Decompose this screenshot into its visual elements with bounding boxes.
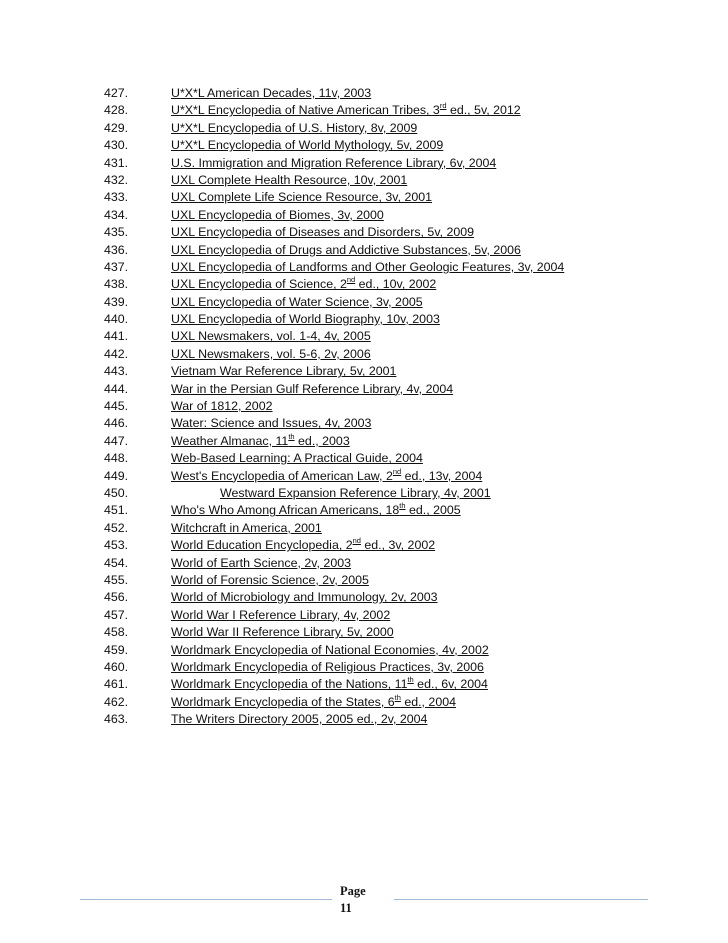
item-number: 430. [104,138,129,153]
item-number: 429. [104,120,129,135]
title-text: UXL Encyclopedia of Diseases and Disorders, 5v, 2009 [171,225,475,240]
list-item [104,485,704,502]
title-text: Westward Expansion Reference Library, 4v, 2001 [220,485,491,500]
title-text: ed., 5v, 2012 [446,103,521,118]
item-title-link[interactable] [171,155,496,172]
item-title-link[interactable] [171,398,272,415]
ordinal-suffix: nd [346,275,356,285]
item-number: 441. [104,329,129,344]
item-number: 440. [104,312,129,327]
title-text: West's Encyclopedia of American Law, 2 [171,468,393,483]
title-text: ed., 13v, 2004 [401,468,483,483]
item-number: 447. [104,433,129,448]
item-title-link[interactable] [171,224,474,241]
title-text: UXL Encyclopedia of Water Science, 3v, 2005 [171,294,423,309]
item-number: 461. [104,677,129,692]
title-text: Weather Almanac, 11 [171,433,289,448]
list-item [104,85,704,102]
title-text: U*X*L Encyclopedia of Native American Tribes, 3 [171,103,440,118]
title-text: Water: Science and Issues, 4v, 2003 [171,416,372,431]
list-item [104,607,704,624]
item-title-link[interactable] [171,502,461,519]
title-text: UXL Encyclopedia of Science, 2 [171,277,347,292]
item-title-link[interactable] [171,276,436,293]
item-number: 448. [104,451,129,466]
list-item [104,172,704,189]
item-number: 450. [104,485,129,500]
item-title-link[interactable] [171,450,423,467]
list-item [104,328,704,345]
ordinal-suffix: th [399,501,406,511]
item-title-link[interactable] [171,537,435,554]
list-item [104,207,704,224]
item-number: 434. [104,207,129,222]
list-item [104,433,704,450]
title-text: U.S. Immigration and Migration Reference Library, 6v, 2004 [171,155,497,170]
item-title-link[interactable] [171,102,521,119]
ordinal-suffix: th [407,675,414,685]
item-number: 455. [104,572,129,587]
title-text: World of Forensic Science, 2v, 2005 [171,572,369,587]
title-text: UXL Encyclopedia of Drugs and Addictive Substances, 5v, 2006 [171,242,521,257]
item-number: 458. [104,625,129,640]
title-text: The Writers Directory 2005, 2005 ed., 2v, 2004 [171,712,428,727]
list-item [104,259,704,276]
title-text: ed., 10v, 2002 [355,277,437,292]
title-text: World of Microbiology and Immunology, 2v, 2003 [171,590,438,605]
item-number: 427. [104,86,129,100]
item-number: 428. [104,103,129,118]
ordinal-suffix: th [288,431,295,441]
list-item [104,642,704,659]
title-text: U*X*L Encyclopedia of U.S. History, 8v, 2009 [171,120,418,135]
item-number: 449. [104,468,129,483]
list-item [104,537,704,554]
item-title-link[interactable] [171,172,407,189]
list-item [104,450,704,467]
item-number: 437. [104,259,129,274]
page-number-label [340,883,390,917]
title-text: Worldmark Encyclopedia of National Economies, 4v, 2002 [171,642,489,657]
list-item [104,242,704,259]
item-number: 451. [104,503,129,518]
list-item [104,381,704,398]
list-item [104,589,704,606]
list-item [104,294,704,311]
list-item [104,189,704,206]
page-number: 11 [340,901,352,915]
list-item [104,624,704,641]
list-item [104,155,704,172]
list-item [104,311,704,328]
footer-rule-left [80,899,332,900]
item-title-link[interactable] [171,381,453,398]
list-item [104,659,704,676]
item-number: 438. [104,277,129,292]
item-number: 431. [104,155,129,170]
list-item [104,102,704,119]
ordinal-suffix: nd [392,466,402,476]
list-item [104,224,704,241]
item-number: 463. [104,712,129,727]
title-text: World War I Reference Library, 4v, 2002 [171,607,391,622]
item-title-link[interactable] [171,589,438,606]
item-title-link[interactable] [171,555,351,572]
title-text: Vietnam War Reference Library, 5v, 2001 [171,364,397,379]
title-text: ed., 2004 [400,694,456,709]
item-title-link[interactable] [171,642,489,659]
item-number: 459. [104,642,129,657]
item-title-link[interactable] [220,485,491,502]
list-item [104,468,704,485]
list-item [104,555,704,572]
list-item [104,346,704,363]
title-text: Web-Based Learning: A Practical Guide, 2004 [171,451,423,466]
title-text: Witchcraft in America, 2001 [171,520,322,535]
item-title-link[interactable] [171,207,384,224]
item-title-link[interactable] [171,520,322,537]
title-text: World War II Reference Library, 5v, 2000 [171,625,394,640]
item-number: 462. [104,694,129,709]
item-title-link[interactable] [171,85,371,102]
footer-rule-right [394,899,648,900]
item-title-link[interactable] [171,346,371,363]
title-text: UXL Complete Health Resource, 10v, 2001 [171,172,408,187]
title-text: Who's Who Among African Americans, 18 [171,503,400,518]
item-title-link[interactable] [171,415,371,432]
title-text: UXL Encyclopedia of Biomes, 3v, 2000 [171,207,384,222]
item-title-link[interactable] [171,328,371,345]
item-title-link[interactable] [171,624,394,641]
item-number: 454. [104,555,129,570]
title-text: ed., 2005 [405,503,461,518]
item-title-link[interactable] [171,711,427,728]
list-item [104,415,704,432]
title-text: Worldmark Encyclopedia of the States, 6 [171,694,395,709]
item-title-link[interactable] [171,137,443,154]
title-text: Worldmark Encyclopedia of Religious Practices, 3v, 2006 [171,659,484,674]
item-number: 439. [104,294,129,309]
item-number: 433. [104,190,129,205]
item-title-link[interactable] [171,242,521,259]
item-number: 445. [104,399,129,414]
item-title-link[interactable] [171,468,482,485]
item-number: 432. [104,172,129,187]
item-number: 442. [104,346,129,361]
item-number: 443. [104,364,129,379]
title-text: World of Earth Science, 2v, 2003 [171,555,351,570]
item-number: 446. [104,416,129,431]
item-title-link[interactable] [171,363,396,380]
title-text: U*X*L Encyclopedia of World Mythology, 5v, 2009 [171,138,444,153]
item-number: 435. [104,225,129,240]
item-number: 452. [104,520,129,535]
list-item [104,694,704,711]
title-text: UXL Encyclopedia of Landforms and Other Geologic Features, 3v, 2004 [171,259,565,274]
title-text: UXL Encyclopedia of World Biography, 10v, 2003 [171,312,440,327]
title-text: UXL Newsmakers, vol. 5-6, 2v, 2006 [171,346,371,361]
item-title-link[interactable] [171,120,417,137]
title-text: UXL Complete Life Science Resource, 3v, 2001 [171,190,433,205]
ordinal-suffix: nd [352,536,361,546]
reference-list [104,85,704,728]
page-word: Page [340,884,366,898]
item-title-link[interactable] [171,189,432,206]
item-title-link[interactable] [171,294,423,311]
title-text: ed., 2003 [294,433,350,448]
item-number: 436. [104,242,129,257]
list-item [104,363,704,380]
title-text: Worldmark Encyclopedia of the Nations, 11 [171,677,408,692]
title-text: ed., 3v, 2002 [360,538,436,553]
item-title-link[interactable] [171,259,564,276]
item-number: 460. [104,659,129,674]
title-text: ed., 6v, 2004 [413,677,488,692]
item-title-link[interactable] [171,607,390,624]
title-text: War of 1812, 2002 [171,399,273,414]
item-number: 453. [104,538,129,553]
list-item [104,398,704,415]
list-item [104,120,704,137]
item-title-link[interactable] [171,433,350,450]
list-item [104,676,704,693]
item-title-link[interactable] [171,311,440,328]
list-item [104,276,704,293]
list-item [104,572,704,589]
list-item [104,711,704,728]
list-item [104,520,704,537]
ordinal-suffix: rd [439,101,447,111]
title-text: U*X*L American Decades, 11v, 2003 [171,86,372,100]
item-number: 444. [104,381,129,396]
item-title-link[interactable] [171,694,456,711]
list-item [104,502,704,519]
item-title-link[interactable] [171,659,484,676]
ordinal-suffix: th [394,692,401,702]
list-item [104,137,704,154]
page-footer [0,880,728,930]
title-text: War in the Persian Gulf Reference Library, 4v, 2004 [171,381,454,396]
item-number: 456. [104,590,129,605]
title-text: UXL Newsmakers, vol. 1-4, 4v, 2005 [171,329,371,344]
item-title-link[interactable] [171,676,488,693]
item-number: 457. [104,607,129,622]
item-title-link[interactable] [171,572,369,589]
title-text: World Education Encyclopedia, 2 [171,538,353,553]
